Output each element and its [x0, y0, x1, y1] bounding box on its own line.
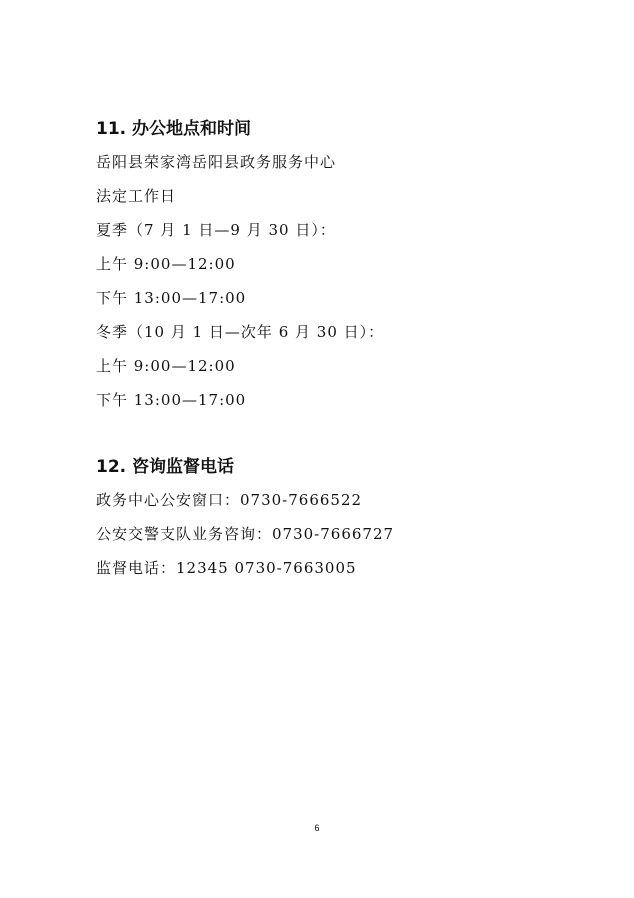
service-center-phone: 政务中心公安窗口：0730-7666522	[96, 491, 363, 509]
page-number: 6	[314, 823, 320, 833]
section-heading-office-hours: 11. 办公地点和时间	[96, 119, 252, 139]
section-office-location-hours	[96, 117, 576, 424]
workday-label: 法定工作日	[96, 187, 177, 205]
summer-afternoon-hours: 下午 13:00—17:00	[96, 289, 247, 307]
section-heading-consult-phones: 12. 咨询监督电话	[96, 457, 235, 477]
winter-period: 冬季（10 月 1 日—次年 6 月 30 日）：	[96, 323, 385, 341]
supervision-phone: 监督电话：12345 0730-7663005	[96, 559, 357, 577]
summer-period: 夏季（7 月 1 日—9 月 30 日）：	[96, 221, 336, 239]
winter-afternoon-hours: 下午 13:00—17:00	[96, 391, 247, 409]
summer-morning-hours: 上午 9:00—12:00	[96, 255, 236, 273]
section-consult-phones	[96, 455, 576, 592]
winter-morning-hours: 上午 9:00—12:00	[96, 357, 236, 375]
office-address: 岳阳县荣家湾岳阳县政务服务中心	[96, 153, 337, 171]
traffic-police-phone: 公安交警支队业务咨询：0730-7666727	[96, 525, 395, 543]
